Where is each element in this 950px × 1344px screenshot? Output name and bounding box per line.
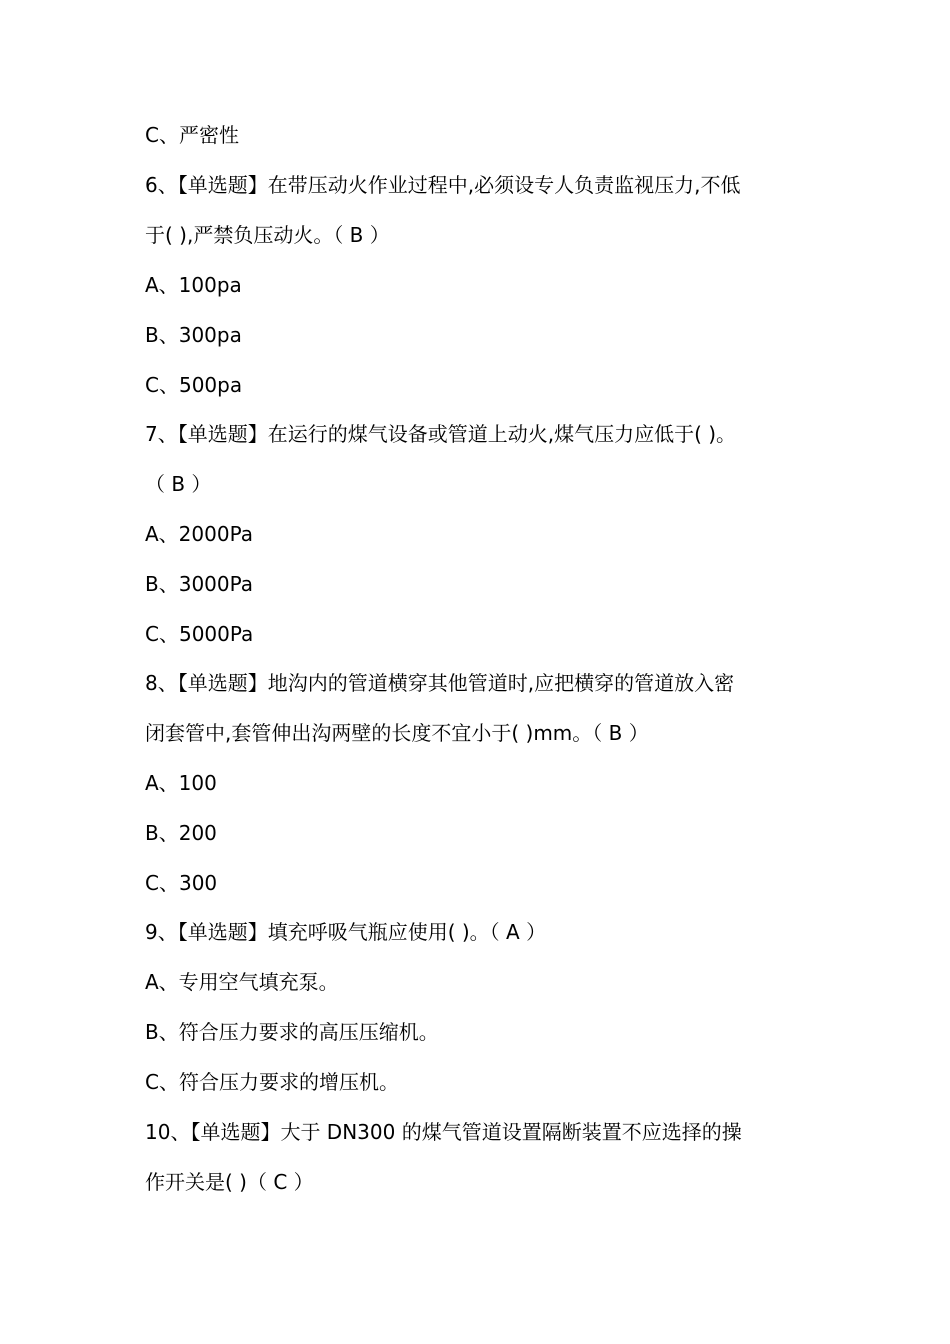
option-8c: C、300 [145, 871, 218, 895]
option-7b: B、3000Pa [145, 572, 254, 596]
question-7-line-2: （ B ） [145, 472, 212, 496]
question-9: 9、【单选题】填充呼吸气瓶应使用( )。（ A ） [145, 920, 547, 944]
option-9c: C、符合压力要求的增压机。 [145, 1070, 399, 1094]
option-9a: A、专用空气填充泵。 [145, 970, 339, 994]
question-8-line-1: 8、【单选题】地沟内的管道横穿其他管道时,应把横穿的管道放入密 [145, 671, 735, 695]
option-8a: A、100 [145, 771, 217, 795]
option-8b: B、200 [145, 821, 217, 845]
question-10-line-1: 10、【单选题】大于 DN300 的煤气管道设置隔断装置不应选择的操 [145, 1120, 742, 1144]
question-6-line-2: 于( ),严禁负压动火。（ B ） [145, 223, 390, 247]
option-7a: A、2000Pa [145, 522, 253, 546]
option-6c: C、500pa [145, 373, 243, 397]
option-7c: C、5000Pa [145, 622, 254, 646]
option-6b: B、300pa [145, 323, 242, 347]
option-6a: A、100pa [145, 273, 242, 297]
question-7-line-1: 7、【单选题】在运行的煤气设备或管道上动火,煤气压力应低于( )。 [145, 422, 737, 446]
question-10-line-2: 作开关是( )（ C ） [145, 1170, 314, 1194]
question-8-line-2: 闭套管中,套管伸出沟两壁的长度不宜小于( )mm。（ B ） [145, 721, 649, 745]
question-6-line-1: 6、【单选题】在带压动火作业过程中,必须设专人负责监视压力,不低 [145, 173, 741, 197]
option-9b: B、符合压力要求的高压压缩机。 [145, 1020, 439, 1044]
option-5c: C、严密性 [145, 123, 239, 147]
